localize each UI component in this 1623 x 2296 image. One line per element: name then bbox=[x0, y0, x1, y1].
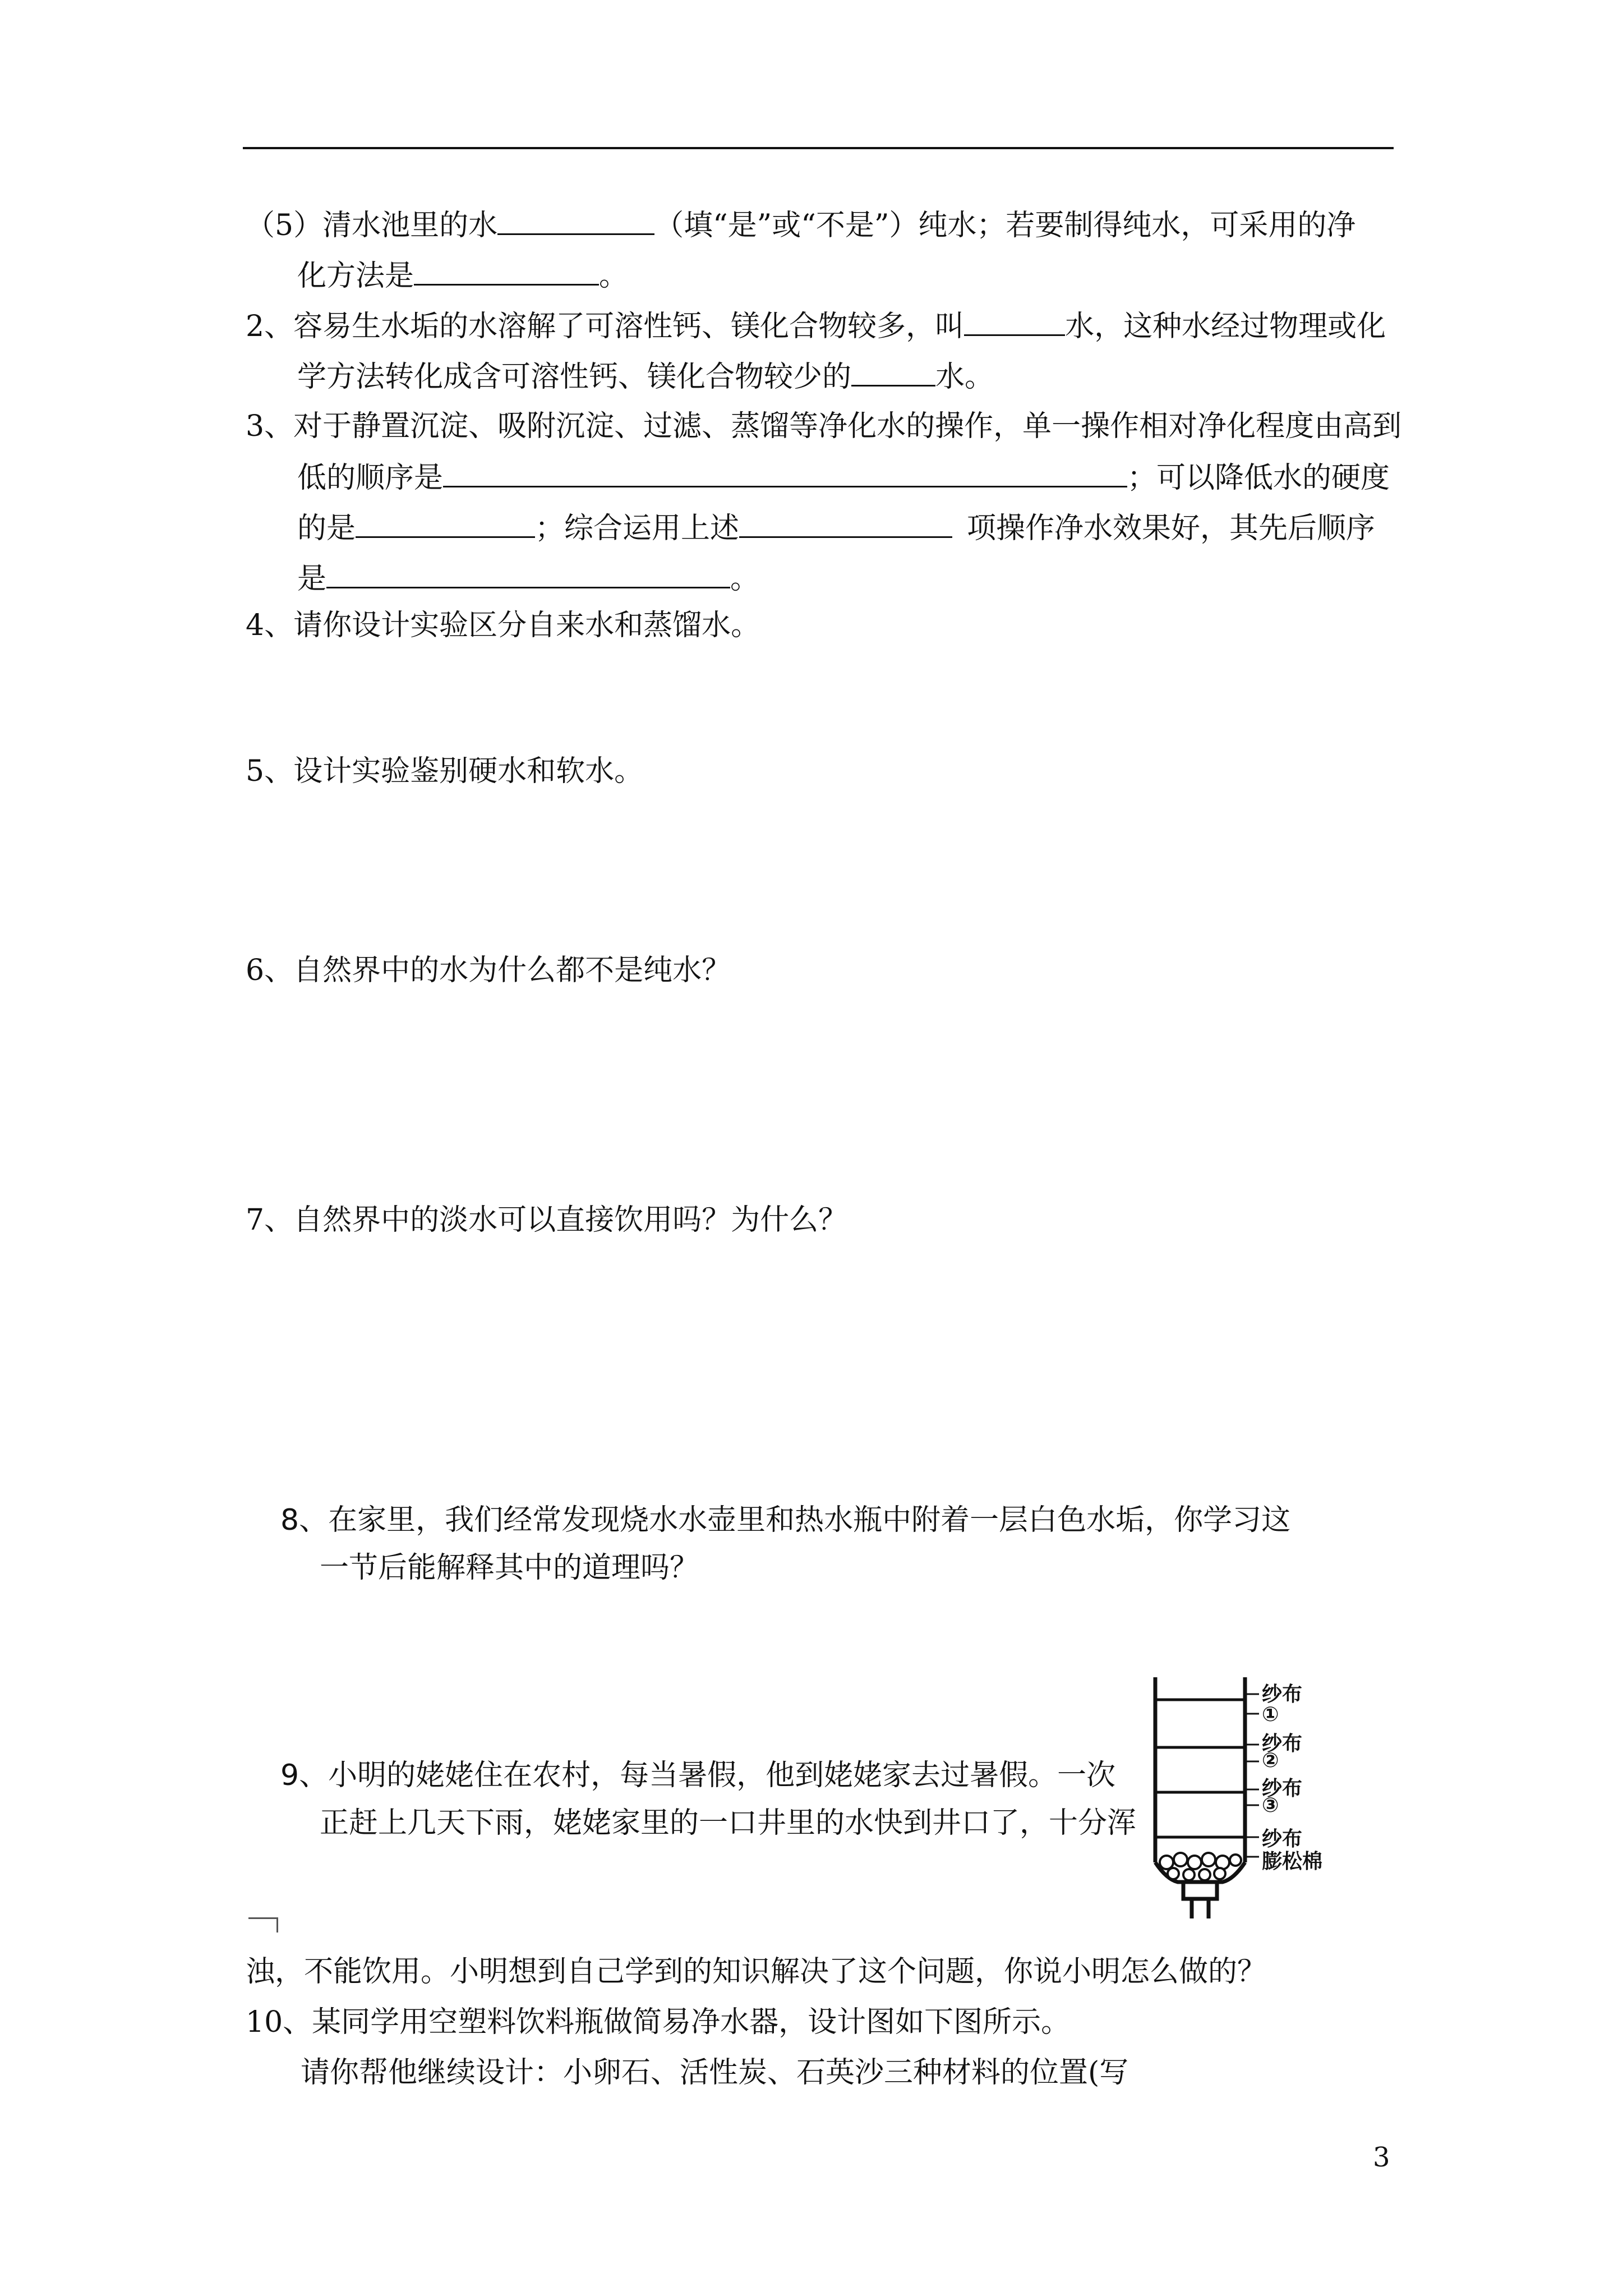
q2-blank-2[interactable] bbox=[851, 359, 935, 386]
q1-5-line1 bbox=[246, 208, 1355, 242]
q3-text-b: 低的顺序是 bbox=[297, 461, 444, 495]
q7-text: 7、自然界中的淡水可以直接饮用吗？为什么？ bbox=[246, 1203, 848, 1237]
q1-5-line2 bbox=[297, 258, 628, 293]
q3-line2 bbox=[297, 460, 1390, 495]
q3-text-c: ；可以降低水的硬度 bbox=[1127, 461, 1390, 495]
q8-line1: 8、在家里，我们经常发现烧水水壶里和热水瓶中附着一层白色水垢，你学习这 bbox=[280, 1503, 1291, 1537]
diagram-label-1: 纱布 bbox=[1262, 1683, 1303, 1706]
page-number: 3 bbox=[1373, 2142, 1390, 2173]
diagram-label-8: 膨松棉 bbox=[1262, 1850, 1323, 1873]
q9-line3: 浊，不能饮用。小明想到自己学到的知识解决了这个问题，你说小明怎么做的？ bbox=[246, 1955, 1267, 1989]
q1-5-text-c: 化方法是 bbox=[297, 259, 414, 293]
q3-text-e: ；综合运用上述 bbox=[535, 512, 740, 545]
q3-text-d: 的是 bbox=[297, 512, 356, 545]
filter-diagram bbox=[1133, 1677, 1368, 1918]
q2-line2 bbox=[297, 359, 994, 394]
q3-blank-4[interactable] bbox=[326, 561, 730, 588]
q1-5-blank-1[interactable] bbox=[497, 208, 654, 235]
diagram-label-3: 纱布 bbox=[1262, 1732, 1303, 1755]
q2-text-a: 2、容易生水垢的水溶解了可溶性钙、镁化合物较多，叫 bbox=[246, 310, 965, 343]
q5-text: 5、设计实验鉴别硬水和软水。 bbox=[246, 754, 644, 788]
q1-5-text-d: 。 bbox=[599, 259, 629, 293]
q1-5-blank-2[interactable] bbox=[414, 258, 599, 286]
q3-blank-3[interactable] bbox=[739, 510, 952, 538]
q3-line3 bbox=[297, 510, 1375, 545]
bottle-walls bbox=[1155, 1677, 1245, 1862]
diagram-label-6: ③ bbox=[1262, 1794, 1279, 1817]
q2-text-b: 水，这种水经过物理或化 bbox=[1065, 310, 1386, 343]
diagram-label-7: 纱布 bbox=[1262, 1828, 1303, 1851]
q3-text-a: 3、对于静置沉淀、吸附沉淀、过滤、蒸馏等净化水的操作，单一操作相对净化程度由高到 bbox=[246, 409, 1402, 443]
bottle-neck bbox=[1183, 1882, 1217, 1899]
bottle-outlet bbox=[1192, 1899, 1209, 1918]
q4-text: 4、请你设计实验区分自来水和蒸馏水。 bbox=[246, 609, 760, 642]
diagram-label-5: 纱布 bbox=[1262, 1777, 1303, 1800]
q2-line1 bbox=[246, 309, 1386, 343]
q8-line2: 一节后能解释其中的道理吗？ bbox=[320, 1551, 699, 1585]
q9-line2: 正赶上几天下雨，姥姥家里的一口井里的水快到井口了，十分浑 bbox=[320, 1806, 1137, 1840]
q2-text-d: 水。 bbox=[935, 360, 994, 394]
header-rule bbox=[243, 147, 1394, 149]
diagram-label-4: ② bbox=[1262, 1749, 1279, 1772]
q9-line1: 9、小明的姥姥住在农村，每当暑假，他到姥姥家去过暑假。一次 bbox=[280, 1759, 1116, 1792]
q3-text-h: 。 bbox=[730, 562, 760, 596]
q1-5-text-b: （填“是”或“不是”）纯水；若要制得纯水，可采用的净 bbox=[654, 209, 1356, 242]
q1-5-text-a: （5）清水池里的水 bbox=[246, 209, 498, 242]
q2-text-c: 学方法转化成含可溶性钙、镁化合物较少的 bbox=[297, 360, 852, 394]
q3-blank-2[interactable] bbox=[356, 510, 535, 538]
corner-mark bbox=[248, 1917, 278, 1932]
q10-line1: 10、某同学用空塑料饮料瓶做简易净水器，设计图如下图所示。 bbox=[246, 2005, 1071, 2039]
q3-line4 bbox=[297, 561, 759, 596]
q6-text: 6、自然界中的水为什么都不是纯水？ bbox=[246, 954, 731, 987]
cotton-pebbles bbox=[1160, 1853, 1241, 1880]
q3-text-f: 项操作净水效果好，其先后顺序 bbox=[967, 512, 1376, 545]
q3-text-g: 是 bbox=[297, 562, 327, 596]
q10-line2: 请你帮他继续设计：小卵石、活性炭、石英沙三种材料的位置(写 bbox=[301, 2056, 1129, 2090]
q3-blank-1[interactable] bbox=[443, 460, 1127, 487]
diagram-label-2: ① bbox=[1262, 1703, 1279, 1726]
q2-blank-1[interactable] bbox=[964, 309, 1065, 336]
q3-line1 bbox=[246, 409, 1401, 443]
